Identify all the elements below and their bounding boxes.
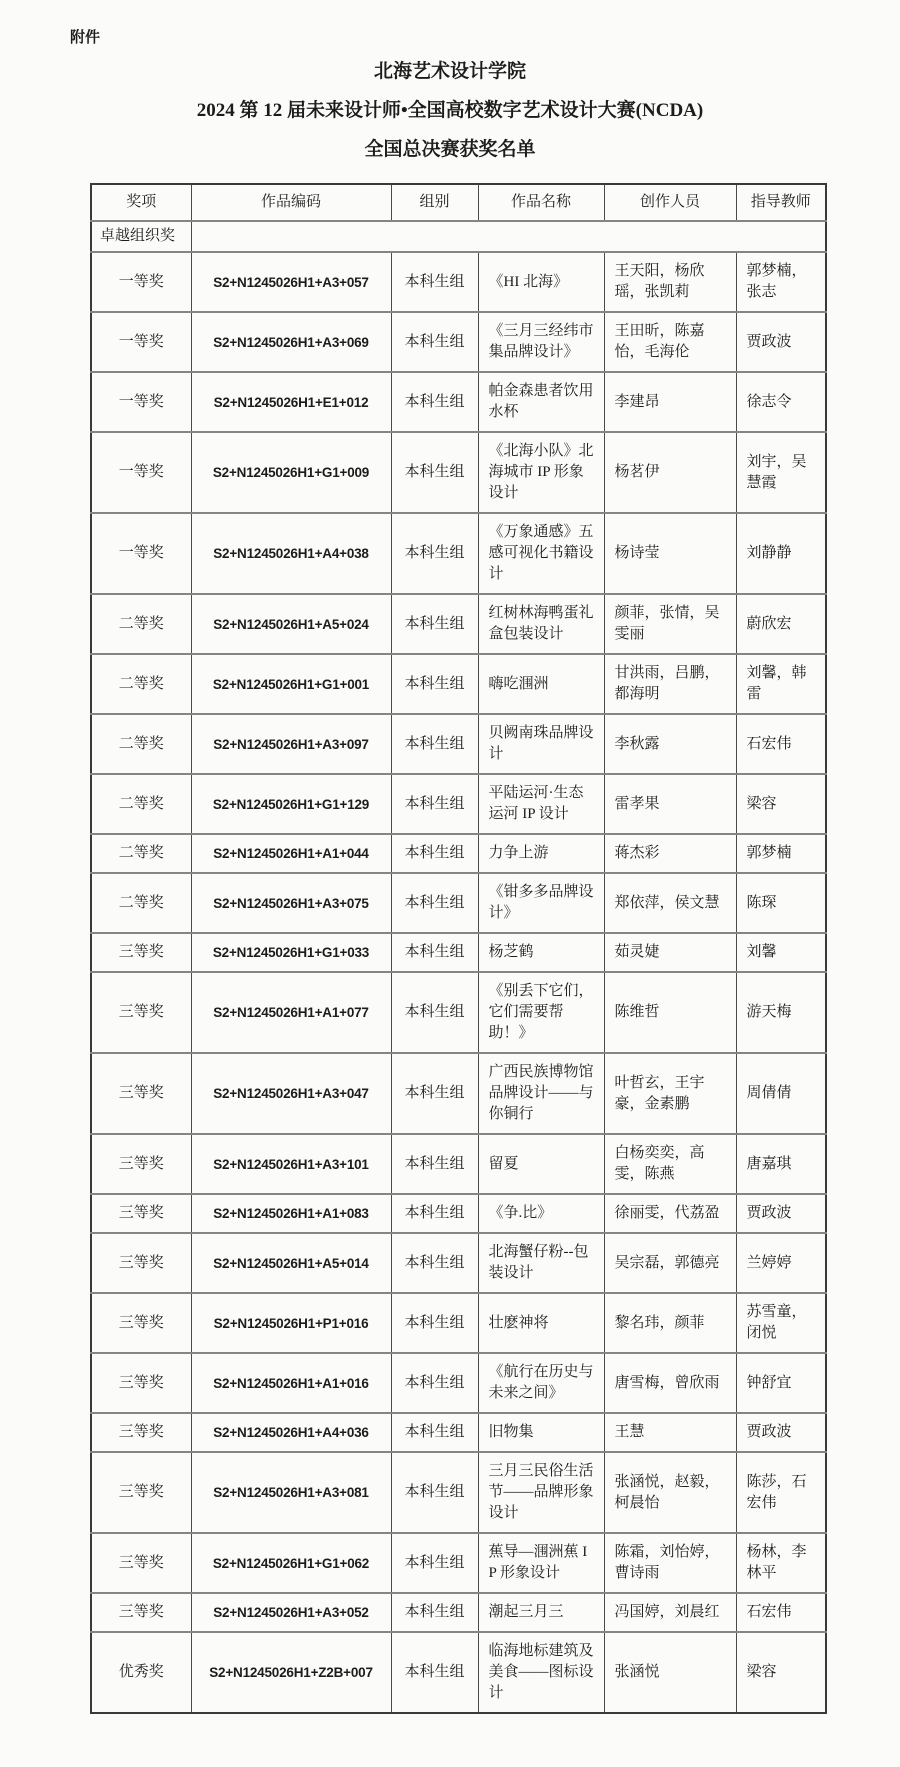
document-title-competition: 2024 第 12 届未来设计师•全国高校数字艺术设计大赛(NCDA)	[196, 100, 704, 121]
creators-cell: 雷孝果	[604, 774, 736, 834]
work-title-cell: 帕金森患者饮用水杯	[478, 372, 604, 432]
work-title-cell: 旧物集	[478, 1413, 604, 1452]
table-row	[91, 972, 826, 1053]
advisors-cell: 贾政波	[736, 312, 826, 372]
code-cell: S2+N1245026H1+A1+083	[191, 1194, 391, 1233]
group-cell: 本科生组	[391, 933, 478, 972]
creators-cell: 杨诗莹	[604, 513, 736, 594]
advisors-cell: 钟舒宜	[736, 1353, 826, 1413]
table-row	[91, 1632, 826, 1713]
creators-cell: 杨茗伊	[604, 432, 736, 513]
creators-cell: 李建昂	[604, 372, 736, 432]
award-cell: 三等奖	[91, 1353, 191, 1413]
table-row	[91, 1194, 826, 1233]
code-cell: S2+N1245026H1+G1+062	[191, 1533, 391, 1593]
advisors-cell: 刘馨	[736, 933, 826, 972]
advisors-cell: 周倩倩	[736, 1053, 826, 1134]
group-cell: 本科生组	[391, 594, 478, 654]
table-row	[91, 1293, 826, 1353]
creators-cell: 茹灵婕	[604, 933, 736, 972]
work-title-cell: 临海地标建筑及美食——图标设计	[478, 1632, 604, 1713]
attachment-label: 附件	[70, 30, 101, 46]
table-row	[91, 714, 826, 774]
award-cell: 二等奖	[91, 654, 191, 714]
table-row	[91, 432, 826, 513]
award-cell: 三等奖	[91, 1053, 191, 1134]
group-cell: 本科生组	[391, 1593, 478, 1632]
table-row	[91, 1452, 826, 1533]
group-cell: 本科生组	[391, 834, 478, 873]
work-title-cell: 壮麽神将	[478, 1293, 604, 1353]
advisors-cell: 杨林，李林平	[736, 1533, 826, 1593]
header-row	[91, 184, 826, 221]
work-title-cell: 广西民族博物馆品牌设计——与你铜行	[478, 1053, 604, 1134]
code-cell: S2+N1245026H1+G1+001	[191, 654, 391, 714]
advisors-cell: 游天梅	[736, 972, 826, 1053]
award-cell: 一等奖	[91, 312, 191, 372]
column-header-code: 作品编码	[191, 184, 391, 221]
table-row	[91, 933, 826, 972]
award-cell: 三等奖	[91, 1293, 191, 1353]
work-title-cell: 贝阙南珠品牌设计	[478, 714, 604, 774]
work-title-cell: 《HI 北海》	[478, 252, 604, 312]
award-cell: 二等奖	[91, 873, 191, 933]
group-cell: 本科生组	[391, 1053, 478, 1134]
creators-cell: 颜菲，张情，吴雯丽	[604, 594, 736, 654]
creators-cell: 张涵悦	[604, 1632, 736, 1713]
table-row	[91, 252, 826, 312]
group-cell: 本科生组	[391, 873, 478, 933]
group-cell: 本科生组	[391, 1413, 478, 1452]
group-cell: 本科生组	[391, 1233, 478, 1293]
group-cell: 本科生组	[391, 432, 478, 513]
document-title-award-list: 全国总决赛获奖名单	[364, 139, 536, 160]
advisors-cell: 石宏伟	[736, 1593, 826, 1632]
column-header-creators: 创作人员	[604, 184, 736, 221]
code-cell: S2+N1245026H1+Z2B+007	[191, 1632, 391, 1713]
creators-cell: 吴宗磊，郭德亮	[604, 1233, 736, 1293]
group-cell: 本科生组	[391, 1194, 478, 1233]
work-title-cell: 北海蟹仔粉--包装设计	[478, 1233, 604, 1293]
code-cell: S2+N1245026H1+A3+057	[191, 252, 391, 312]
work-title-cell: 留夏	[478, 1134, 604, 1194]
advisors-cell: 苏雪童，闭悦	[736, 1293, 826, 1353]
group-cell: 本科生组	[391, 372, 478, 432]
table-row	[91, 654, 826, 714]
award-cell: 三等奖	[91, 1452, 191, 1533]
code-cell: S2+N1245026H1+G1+009	[191, 432, 391, 513]
award-cell: 三等奖	[91, 1194, 191, 1233]
work-title-cell: 红树林海鸭蛋礼盒包装设计	[478, 594, 604, 654]
award-cell: 优秀奖	[91, 1632, 191, 1713]
advisors-cell: 陈莎，石宏伟	[736, 1452, 826, 1533]
group-cell: 本科生组	[391, 1632, 478, 1713]
creators-cell: 陈维哲	[604, 972, 736, 1053]
table-row	[91, 312, 826, 372]
code-cell: S2+N1245026H1+A4+036	[191, 1413, 391, 1452]
work-title-cell: 平陆运河·生态运河 IP 设计	[478, 774, 604, 834]
advisors-cell: 刘馨，韩雷	[736, 654, 826, 714]
group-cell: 本科生组	[391, 1533, 478, 1593]
work-title-cell: 力争上游	[478, 834, 604, 873]
creators-cell: 王田昕，陈嘉怡，毛海伦	[604, 312, 736, 372]
code-cell: S2+N1245026H1+A1+016	[191, 1353, 391, 1413]
work-title-cell: 嗨吃涠洲	[478, 654, 604, 714]
advisors-cell: 刘宇，吴慧霞	[736, 432, 826, 513]
code-cell: S2+N1245026H1+A5+014	[191, 1233, 391, 1293]
creators-cell: 冯国婷，刘晨红	[604, 1593, 736, 1632]
code-cell: S2+N1245026H1+P1+016	[191, 1293, 391, 1353]
code-cell: S2+N1245026H1+A5+024	[191, 594, 391, 654]
award-cell: 二等奖	[91, 834, 191, 873]
creators-cell: 王慧	[604, 1413, 736, 1452]
work-title-cell: 三月三民俗生活节——品牌形象设计	[478, 1452, 604, 1533]
table-row	[91, 774, 826, 834]
table-row	[91, 1533, 826, 1593]
group-cell: 本科生组	[391, 1452, 478, 1533]
code-cell: S2+N1245026H1+A3+081	[191, 1452, 391, 1533]
work-title-cell: 《三月三经纬市集品牌设计》	[478, 312, 604, 372]
table-row	[91, 834, 826, 873]
special-award-cell: 卓越组织奖	[91, 221, 191, 252]
code-cell: S2+N1245026H1+A3+052	[191, 1593, 391, 1632]
creators-cell: 唐雪梅，曾欣雨	[604, 1353, 736, 1413]
work-title-cell: 《万象通感》五感可视化书籍设计	[478, 513, 604, 594]
special-category-row	[91, 221, 826, 252]
awards-table-header	[91, 184, 826, 221]
work-title-cell: 蕉导—涠洲蕉 IP 形象设计	[478, 1533, 604, 1593]
code-cell: S2+N1245026H1+A1+077	[191, 972, 391, 1053]
table-row	[91, 1413, 826, 1452]
award-cell: 一等奖	[91, 432, 191, 513]
table-row	[91, 873, 826, 933]
award-cell: 三等奖	[91, 972, 191, 1053]
special-empty-cell	[191, 221, 826, 252]
group-cell: 本科生组	[391, 972, 478, 1053]
advisors-cell: 蔚欣宏	[736, 594, 826, 654]
advisors-cell: 唐嘉琪	[736, 1134, 826, 1194]
column-header-group: 组别	[391, 184, 478, 221]
code-cell: S2+N1245026H1+A3+097	[191, 714, 391, 774]
work-title-cell: 《争.比》	[478, 1194, 604, 1233]
award-cell: 一等奖	[91, 513, 191, 594]
code-cell: S2+N1245026H1+A3+047	[191, 1053, 391, 1134]
advisors-cell: 陈琛	[736, 873, 826, 933]
table-row	[91, 1233, 826, 1293]
award-cell: 三等奖	[91, 933, 191, 972]
award-cell: 三等奖	[91, 1134, 191, 1194]
advisors-cell: 郭梦楠	[736, 834, 826, 873]
work-title-cell: 《别丢下它们，它们需要帮助！》	[478, 972, 604, 1053]
advisors-cell: 贾政波	[736, 1194, 826, 1233]
group-cell: 本科生组	[391, 714, 478, 774]
group-cell: 本科生组	[391, 774, 478, 834]
table-row	[91, 1593, 826, 1632]
table-row	[91, 1053, 826, 1134]
work-title-cell: 杨芝鹤	[478, 933, 604, 972]
column-header-award: 奖项	[91, 184, 191, 221]
code-cell: S2+N1245026H1+A3+075	[191, 873, 391, 933]
group-cell: 本科生组	[391, 654, 478, 714]
creators-cell: 甘洪雨，吕鹏，都海明	[604, 654, 736, 714]
creators-cell: 蒋杰彩	[604, 834, 736, 873]
code-cell: S2+N1245026H1+G1+033	[191, 933, 391, 972]
creators-cell: 徐丽雯，代荔盈	[604, 1194, 736, 1233]
advisors-cell: 郭梦楠，张志	[736, 252, 826, 312]
award-cell: 三等奖	[91, 1413, 191, 1452]
advisors-cell: 贾政波	[736, 1413, 826, 1452]
award-cell: 一等奖	[91, 252, 191, 312]
table-row	[91, 372, 826, 432]
awards-table-body	[91, 221, 826, 1713]
table-row	[91, 1353, 826, 1413]
creators-cell: 张涵悦，赵毅，柯晨怡	[604, 1452, 736, 1533]
group-cell: 本科生组	[391, 312, 478, 372]
advisors-cell: 刘静静	[736, 513, 826, 594]
advisors-cell: 徐志令	[736, 372, 826, 432]
award-cell: 一等奖	[91, 372, 191, 432]
award-cell: 二等奖	[91, 594, 191, 654]
advisors-cell: 兰婷婷	[736, 1233, 826, 1293]
code-cell: S2+N1245026H1+A3+101	[191, 1134, 391, 1194]
column-header-advisors: 指导教师	[736, 184, 826, 221]
creators-cell: 叶哲玄，王宇豪，金素鹏	[604, 1053, 736, 1134]
awards-table	[90, 183, 827, 1714]
code-cell: S2+N1245026H1+E1+012	[191, 372, 391, 432]
group-cell: 本科生组	[391, 513, 478, 594]
award-cell: 三等奖	[91, 1593, 191, 1632]
creators-cell: 白杨奕奕，高雯，陈燕	[604, 1134, 736, 1194]
table-row	[91, 594, 826, 654]
work-title-cell: 潮起三月三	[478, 1593, 604, 1632]
award-cell: 三等奖	[91, 1533, 191, 1593]
code-cell: S2+N1245026H1+A3+069	[191, 312, 391, 372]
creators-cell: 陈霜，刘怡婷，曹诗雨	[604, 1533, 736, 1593]
creators-cell: 郑依萍，侯文慧	[604, 873, 736, 933]
table-row	[91, 513, 826, 594]
advisors-cell: 石宏伟	[736, 714, 826, 774]
creators-cell: 王天阳，杨欣瑶，张凯莉	[604, 252, 736, 312]
award-cell: 二等奖	[91, 774, 191, 834]
code-cell: S2+N1245026H1+A1+044	[191, 834, 391, 873]
award-cell: 二等奖	[91, 714, 191, 774]
creators-cell: 黎名玮，颜菲	[604, 1293, 736, 1353]
code-cell: S2+N1245026H1+A4+038	[191, 513, 391, 594]
award-cell: 三等奖	[91, 1233, 191, 1293]
code-cell: S2+N1245026H1+G1+129	[191, 774, 391, 834]
work-title-cell: 《航行在历史与未来之间》	[478, 1353, 604, 1413]
document-title-school: 北海艺术设计学院	[373, 61, 526, 82]
group-cell: 本科生组	[391, 1353, 478, 1413]
group-cell: 本科生组	[391, 1134, 478, 1194]
advisors-cell: 梁容	[736, 774, 826, 834]
advisors-cell: 梁容	[736, 1632, 826, 1713]
group-cell: 本科生组	[391, 252, 478, 312]
group-cell: 本科生组	[391, 1293, 478, 1353]
table-row	[91, 1134, 826, 1194]
work-title-cell: 《北海小队》北海城市 IP 形象设计	[478, 432, 604, 513]
creators-cell: 李秋露	[604, 714, 736, 774]
column-header-title: 作品名称	[478, 184, 604, 221]
work-title-cell: 《钳多多品牌设计》	[478, 873, 604, 933]
